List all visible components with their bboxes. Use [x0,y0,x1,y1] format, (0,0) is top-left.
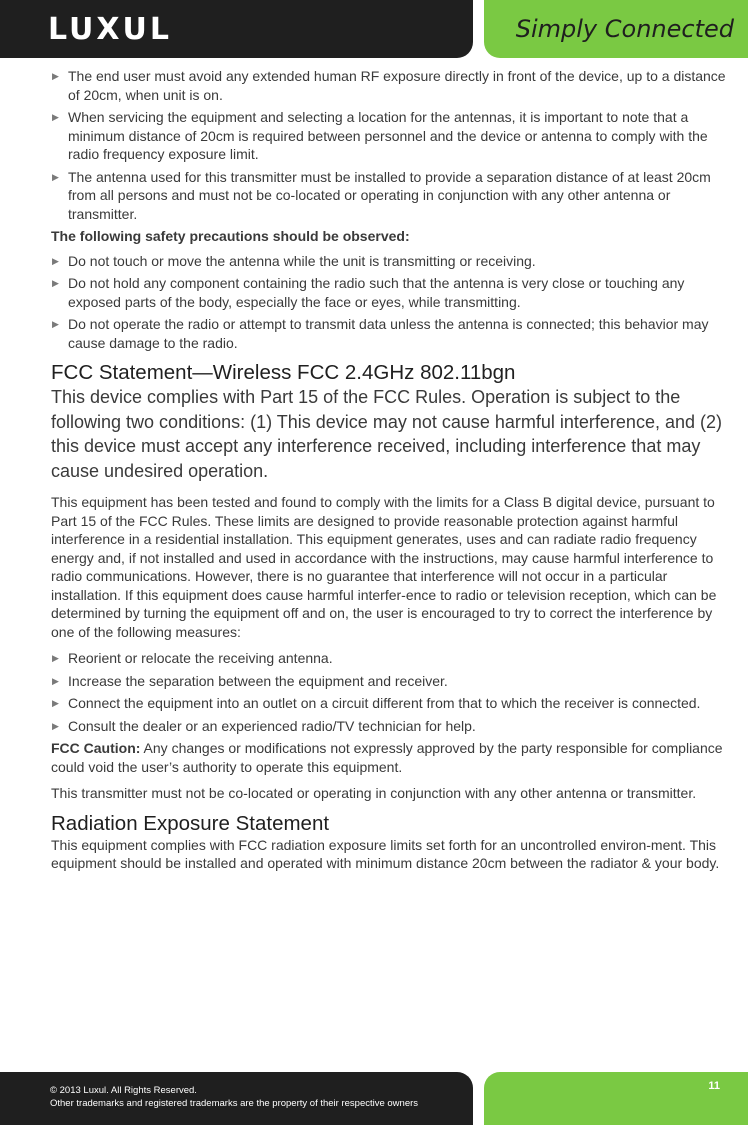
luxul-logo: LUXUL [48,12,173,47]
fcc-statement-title: FCC Statement—Wireless FCC 2.4GHz 802.11bgn [51,361,516,384]
tagline: Simply Connected [515,15,734,43]
list-item: ▶ Increase the separation between the equipment and receiver. [52,672,448,689]
radiation-exposure-paragraph: This equipment complies with FCC radiation exposure limits set forth for an uncontrolled environ-ment. This equipment should be installed and operated with minimum distance 20cm between the radiator & your body. [51,836,720,872]
bullet-arrow-icon: ▶ [52,278,59,288]
footer-page-bar [484,1072,748,1125]
fcc-caution-text: Any changes or modifications not expressly approved by the party responsible for compliance could void the user’s authority to operate this equipment. [51,740,723,775]
fcc-body-paragraph: This equipment has been tested and found to comply with the limits for a Class B digital device, pursuant to Part 15 of the FCC Rules. These limits are designed to provide reasonable protection against harmful interference in a residential installation. This equipment generates, uses and can radiate radio frequency energy and, if not installed and used in accordance with the instructions, may cause harmful interference to radio communications. However, there is no guarantee that interference will not occur in a particular installation. If this equipment does cause harmful interfer-ence to radio or television reception, which can be determined by turning the equipment off and on, the user is encouraged to try to correct the interference by one of the following measures: [51,494,717,640]
bullet-arrow-icon: ▶ [52,171,59,182]
list-item: ▶ Do not hold any component containing the radio such that the antenna is very close or touching any exposed parts of the body, especially the face or eyes, while transmitting. [52,275,685,310]
radiation-exposure-title: Radiation Exposure Statement [51,811,330,835]
copyright: © 2013 Luxul. All Rights Reserved. [50,1085,197,1096]
page-number: 11 [708,1080,720,1092]
interference-measures-list [51,649,734,735]
colocation-paragraph: This transmitter must not be co-located or operating in conjunction with any other antenna or transmitter. [51,785,697,802]
list-item: ▶ Do not operate the radio or attempt to transmit data unless the antenna is connected; this behavior may cause damage to the radio. [52,316,709,351]
safety-list [51,252,734,353]
bullet-arrow-icon: ▶ [52,720,59,731]
bullet-arrow-icon: ▶ [52,319,59,329]
bullet-arrow-icon: ▶ [52,255,59,266]
main-content [51,67,734,881]
rf-exposure-list [51,67,734,223]
list-item: ▶ The end user must avoid any extended human RF exposure directly in front of the device, up to a distance of 20cm, when unit is on. [52,68,726,103]
fcc-caution-label: FCC Caution: [51,740,141,757]
header-logo-bar [0,0,473,58]
bullet-arrow-icon: ▶ [52,653,59,664]
list-item: ▶ Consult the dealer or an experienced radio/TV technician for help. [52,717,476,734]
list-item: ▶ When servicing the equipment and selecting a location for the antennas, it is important to note that a minimum distance of 20cm is required between personnel and the device or antenna to comply with the radio frequency exposure limit. [52,109,708,162]
safety-heading: The following safety precautions should be observed: [51,228,410,244]
footer-text [50,1084,418,1110]
list-item: ▶ Connect the equipment into an outlet on a circuit different from that to which the receiver is connected. [52,695,701,712]
bullet-arrow-icon: ▶ [52,71,59,81]
list-item: ▶ Do not touch or move the antenna while the unit is transmitting or receiving. [52,252,536,269]
list-item: ▶ The antenna used for this transmitter must be installed to provide a separation distance of at least 20cm from all persons and must not be co-located or operating in conjunction with any other antenna or transmitter. [52,168,711,222]
trademark-notice: Other trademarks and registered trademarks are the property of their respective owners [50,1098,419,1109]
fcc-lead-paragraph: This device complies with Part 15 of the FCC Rules. Operation is subject to the following two conditions: (1) This device may not cause harmful interference, and (2) this device must accept any interference received, including interference that may cause undesired operation. [51,387,722,481]
footer-bar [0,1072,473,1125]
bullet-arrow-icon: ▶ [52,675,59,686]
header-tagline-bar [484,0,748,58]
bullet-arrow-icon: ▶ [52,698,59,709]
bullet-arrow-icon: ▶ [52,112,59,122]
fcc-caution-paragraph [51,739,734,776]
list-item: ▶ Reorient or relocate the receiving antenna. [52,650,333,667]
